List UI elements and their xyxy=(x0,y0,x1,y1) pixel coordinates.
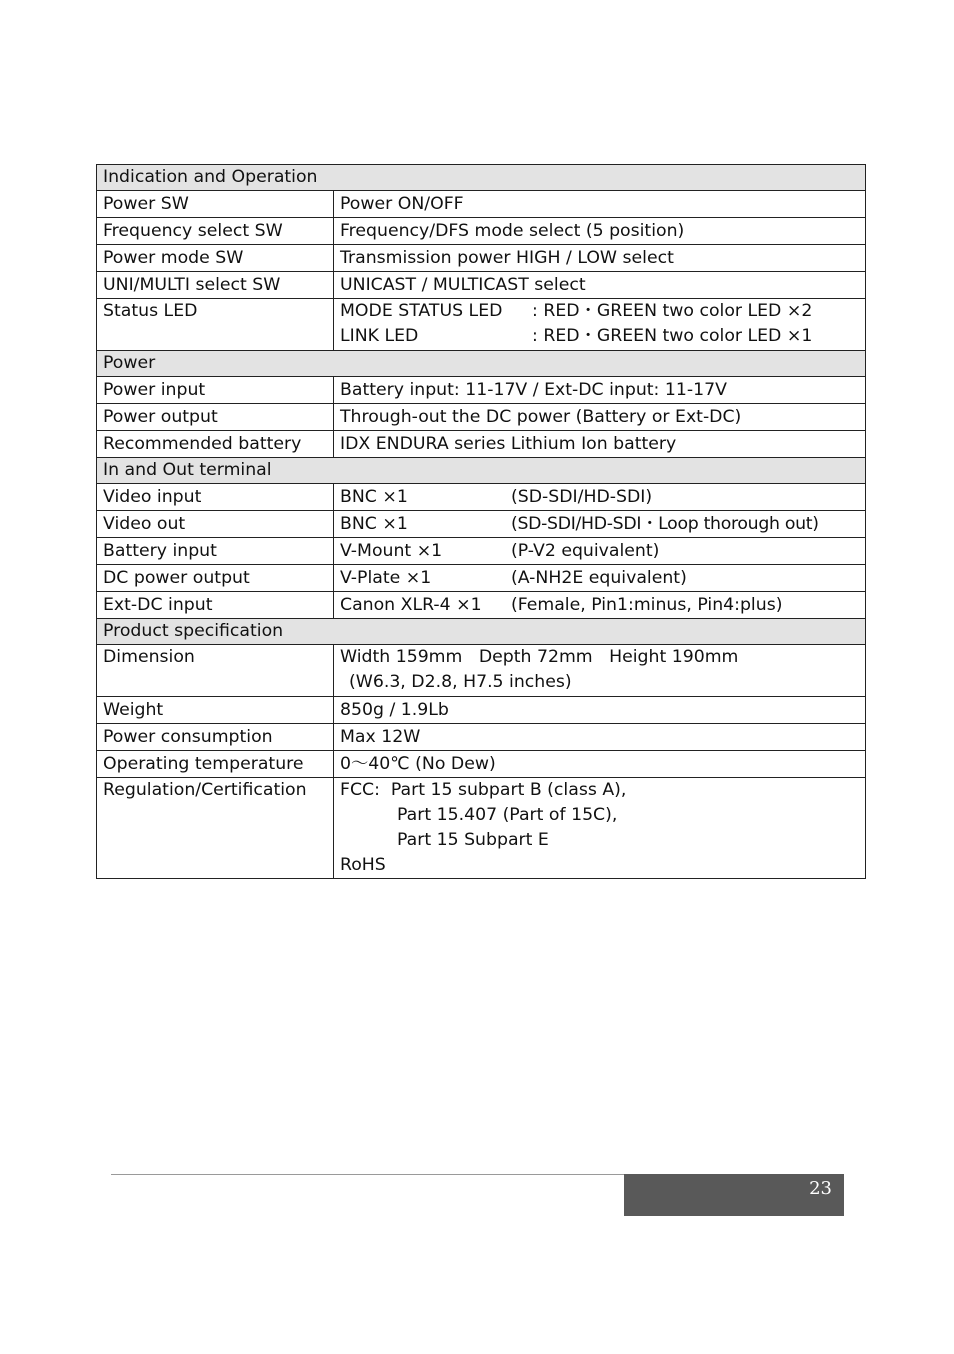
specification-table xyxy=(96,164,866,879)
table-row xyxy=(97,751,866,778)
table-row xyxy=(97,377,866,404)
spec-value: Battery input: 11-17V / Ext-DC input: 11-17V xyxy=(334,377,866,404)
value-detail: Part 15.407 (Part of 15C), xyxy=(397,805,618,825)
table-row xyxy=(97,724,866,751)
spec-value: Through-out the DC power (Battery or Ext-DC) xyxy=(334,404,866,431)
spec-label: Power mode SW xyxy=(97,245,334,272)
value-key: MODE STATUS LED xyxy=(340,301,503,321)
spec-label: DC power output xyxy=(97,565,334,592)
value-line: FCC: Part 15 subpart B (class A), xyxy=(340,780,627,800)
section-title: Product specification xyxy=(97,619,866,645)
table-row xyxy=(97,538,866,565)
value-detail: : RED・GREEN two color LED ×1 xyxy=(532,326,813,346)
value-line: Width 159mm Depth 72mm Height 190mm xyxy=(340,647,739,667)
value-line: (W6.3, D2.8, H7.5 inches) xyxy=(349,672,572,692)
value-detail: : RED・GREEN two color LED ×2 xyxy=(532,301,813,321)
spec-label: Video out xyxy=(97,511,334,538)
spec-value: Frequency/DFS mode select (5 position) xyxy=(334,218,866,245)
value-line: RoHS xyxy=(340,855,386,875)
spec-value xyxy=(334,484,866,511)
table-row xyxy=(97,484,866,511)
spec-value: Transmission power HIGH / LOW select xyxy=(334,245,866,272)
table-row xyxy=(97,592,866,619)
value-line xyxy=(340,828,859,853)
spec-label: Battery input xyxy=(97,538,334,565)
spec-label: Frequency select SW xyxy=(97,218,334,245)
spec-value: IDX ENDURA series Lithium Ion battery xyxy=(334,431,866,458)
spec-value: Max 12W xyxy=(334,724,866,751)
value-detail: (Female, Pin1:minus, Pin4:plus) xyxy=(511,595,783,615)
table-row xyxy=(97,299,866,351)
spec-label: Power output xyxy=(97,404,334,431)
value-key: LINK LED xyxy=(340,326,419,346)
spec-value xyxy=(334,538,866,565)
spec-label: Weight xyxy=(97,697,334,724)
value-detail: (SD-SDI/HD-SDI) xyxy=(511,487,653,507)
spec-value: 0～40℃ (No Dew) xyxy=(334,751,866,778)
spec-value xyxy=(334,565,866,592)
table-row xyxy=(97,404,866,431)
spec-value: Power ON/OFF xyxy=(334,191,866,218)
section-header xyxy=(97,165,866,191)
section-title: In and Out terminal xyxy=(97,458,866,484)
spec-label: Regulation/Certification xyxy=(97,778,334,879)
table-row xyxy=(97,511,866,538)
value-line xyxy=(340,324,859,349)
value-detail: (P-V2 equivalent) xyxy=(511,541,660,561)
spec-value: UNICAST / MULTICAST select xyxy=(334,272,866,299)
spec-label: Recommended battery xyxy=(97,431,334,458)
footer-rule xyxy=(111,1174,624,1175)
section-title: Indication and Operation xyxy=(97,165,866,191)
spec-label: Dimension xyxy=(97,645,334,697)
spec-value xyxy=(334,592,866,619)
spec-value xyxy=(334,645,866,697)
spec-value: 850g / 1.9Lb xyxy=(334,697,866,724)
spec-label: Power consumption xyxy=(97,724,334,751)
spec-label: Status LED xyxy=(97,299,334,351)
table-row xyxy=(97,645,866,697)
section-header xyxy=(97,619,866,645)
value-detail: Part 15 Subpart E xyxy=(397,830,549,850)
value-line xyxy=(340,299,859,324)
value-key: V-Mount ×1 xyxy=(340,541,443,561)
table-row xyxy=(97,245,866,272)
table-row xyxy=(97,431,866,458)
section-header xyxy=(97,458,866,484)
page-number-box xyxy=(624,1174,844,1216)
spec-value xyxy=(334,299,866,351)
spec-value xyxy=(334,511,866,538)
section-header xyxy=(97,351,866,377)
table-row xyxy=(97,697,866,724)
table-row xyxy=(97,565,866,592)
page-number: 23 xyxy=(809,1178,832,1199)
value-detail: (SD-SDI/HD-SDI・Loop thorough out) xyxy=(511,514,819,534)
value-detail: (A-NH2E equivalent) xyxy=(511,568,687,588)
table-row xyxy=(97,218,866,245)
section-title: Power xyxy=(97,351,866,377)
table-row xyxy=(97,191,866,218)
table-row xyxy=(97,778,866,879)
spec-label: Operating temperature xyxy=(97,751,334,778)
value-key: Canon XLR-4 ×1 xyxy=(340,595,482,615)
value-key: BNC ×1 xyxy=(340,487,408,507)
spec-label: Power input xyxy=(97,377,334,404)
value-line xyxy=(340,803,859,828)
value-key: V-Plate ×1 xyxy=(340,568,432,588)
spec-label: UNI/MULTI select SW xyxy=(97,272,334,299)
spec-label: Power SW xyxy=(97,191,334,218)
spec-label: Video input xyxy=(97,484,334,511)
spec-label: Ext-DC input xyxy=(97,592,334,619)
spec-value xyxy=(334,778,866,879)
table-row xyxy=(97,272,866,299)
value-key: BNC ×1 xyxy=(340,514,408,534)
